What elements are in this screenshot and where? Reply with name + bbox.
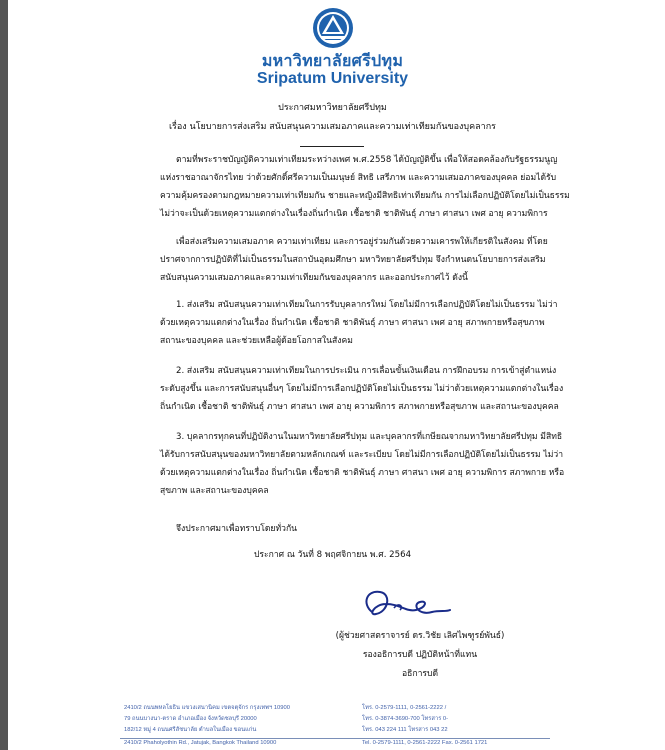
closing-statement bbox=[160, 520, 570, 538]
title-underline bbox=[300, 146, 364, 147]
policy-item-3-text: 3. บุคลากรทุกคนที่ปฏิบัติงานในมหาวิทยาลัยศรีปทุม และบุคลากรที่เกษียณจากมหาวิทยาลัยศรีปทุม มีสิทธิได้รับการสนับสนุนของมหาวิทยาลัยตามหลักเกณฑ์ และระเบียบ โดยไม่มีการเลือกปฏิบัติโดยไม่เป็นธรรม ไม่ว่าด้วยเหตุความแตกต่างในเรื่อง ถิ่นกำเนิด เชื้อชาติ ชาติพันธุ์ ภาษา ศาสนา เพศ อายุ ความพิการ สภาพกาย หรือสุขภาพ และสถานะของบุคคล bbox=[160, 432, 565, 496]
handwritten-signature bbox=[354, 582, 454, 622]
university-logo-icon bbox=[311, 6, 355, 50]
policy-item-3 bbox=[160, 428, 570, 500]
footer-address-2: 79 ถนนบางนา-ตราด อำเภอเมือง จังหวัดชลบุรี 20000 bbox=[124, 716, 257, 722]
policy-item-1-text: 1. ส่งเสริม สนับสนุนความเท่าเทียมในการรับบุคลากรใหม่ โดยไม่มีการเลือกปฏิบัติโดยไม่เป็นธรรม ไม่ว่าด้วยเหตุความแตกต่างในเรื่อง ถิ่นกำเนิด เชื้อชาติ ชาติพันธุ์ ภาษา ศาสนา เพศ อายุ สภาพกายหรือสุขภาพ สถานะของบุคคล และช่วยเหลือผู้ด้อยโอกาสในสังคม bbox=[160, 300, 558, 346]
footer-address-english: 2410/2 Phaholyothin Rd., Jatujak, Bangkok Thailand 10900 bbox=[124, 740, 277, 746]
policy-item-2 bbox=[160, 362, 570, 416]
university-name-thai: มหาวิทยาลัยศรีปทุม bbox=[261, 51, 404, 70]
policy-item-1 bbox=[160, 296, 570, 350]
footer-address-3: 182/12 หมู่ 4 ถนนศรีสัชนาลัย ตำบลในเมือง ขอนแก่น bbox=[124, 727, 257, 733]
footer-phone-2: โทร. 0-3874-3690-700 โทรสาร 0- bbox=[362, 716, 449, 722]
paragraph-2: เพื่อส่งเสริมความเสมอภาค ความเท่าเทียม และการอยู่ร่วมกันด้วยความเคารพให้เกียรติในสังคม ที่โดยปราศจากการปฏิบัติที่ไม่เป็นธรรมในสถาบันอุดมศึกษา มหาวิทยาลัยศรีปทุม จึงกำหนดนโยบายการส่งเสริม สนับสนุนความเสมอภาคและความเท่าเทียมกันของบุคลากร และออกประกาศไว้ ดังนี้ bbox=[160, 237, 548, 283]
policy-item-2-text: 2. ส่งเสริม สนับสนุนความเท่าเทียมในการประเมิน การเลื่อนขั้นเงินเดือน การฝึกอบรม การเข้าสู่ตำแหน่งระดับสูงขึ้น และการสนับสนุนอื่นๆ โดยไม่มีการเลือกปฏิบัติโดยไม่เป็นธรรม ไม่ว่าด้วยเหตุความแตกต่างในเรื่องถิ่นกำเนิด เชื้อชาติ ชาติพันธุ์ ภาษา ศาสนา เพศ อายุ ความพิการ สภาพกายหรือสุขภาพ และสถานะของบุคคล bbox=[160, 366, 564, 412]
footer-address-1: 2410/2 ถนนพหลโยธิน แขวงเสนานิคม เขตจตุจักร กรุงเทพฯ 10900 bbox=[124, 705, 290, 711]
announcement-date: ประกาศ ณ วันที่ 8 พฤศจิกายน พ.ศ. 2564 bbox=[253, 550, 412, 560]
university-name-english: Sripatum University bbox=[256, 70, 409, 87]
footer-divider bbox=[120, 738, 550, 739]
signatory-title: อธิการบดี bbox=[401, 669, 439, 679]
signatory-name: (ผู้ช่วยศาสตราจารย์ ดร.วิชัย เลิศไพฑูรย์พันธ์) bbox=[335, 631, 505, 641]
closing-text: จึงประกาศมาเพื่อทราบโดยทั่วกัน bbox=[176, 524, 298, 534]
footer-phone-3: โทร. 043 224 111 โทรสาร 043 22 bbox=[362, 727, 448, 733]
paragraph-purpose bbox=[160, 233, 570, 287]
announcement-subject: เรื่อง นโยบายการส่งเสริม สนับสนุนความเสมอภาคและความเท่าเทียมกันของบุคลากร bbox=[168, 122, 497, 132]
announcement-title: ประกาศมหาวิทยาลัยศรีปทุม bbox=[278, 103, 387, 113]
footer-phone-1: โทร. 0-2579-1111, 0-2561-2222 / bbox=[362, 705, 447, 711]
signatory-position: รองอธิการบดี ปฏิบัติหน้าที่แทน bbox=[362, 650, 478, 660]
footer-phone-english: Tel. 0-2579-1111, 0-2561-2222 Fax. 0-2561 1721 bbox=[362, 740, 488, 746]
paragraph-preamble bbox=[160, 151, 570, 223]
paragraph-1: ตามที่พระราชบัญญัติความเท่าเทียมระหว่างเพศ พ.ศ.2558 ได้บัญญัติขึ้น เพื่อให้สอดคล้องกับรัฐธรรมนูญแห่งราชอาณาจักรไทย ว่าด้วยศักดิ์ศรีความเป็นมนุษย์ สิทธิ เสรีภาพ และความเสมอภาคของบุคคล ย่อมได้รับความคุ้มครองตามกฎหมายความเท่าเทียมกัน ชายและหญิงมีสิทธิเท่าเทียมกัน การไม่เลือกปฏิบัติโดยไม่เป็นธรรม ไม่ว่าจะเป็นด้วยเหตุความแตกต่างในเรื่องถิ่นกำเนิด เชื้อชาติ ชาติพันธุ์ ภาษา ศาสนา เพศ อายุ ความพิการ bbox=[160, 155, 570, 219]
